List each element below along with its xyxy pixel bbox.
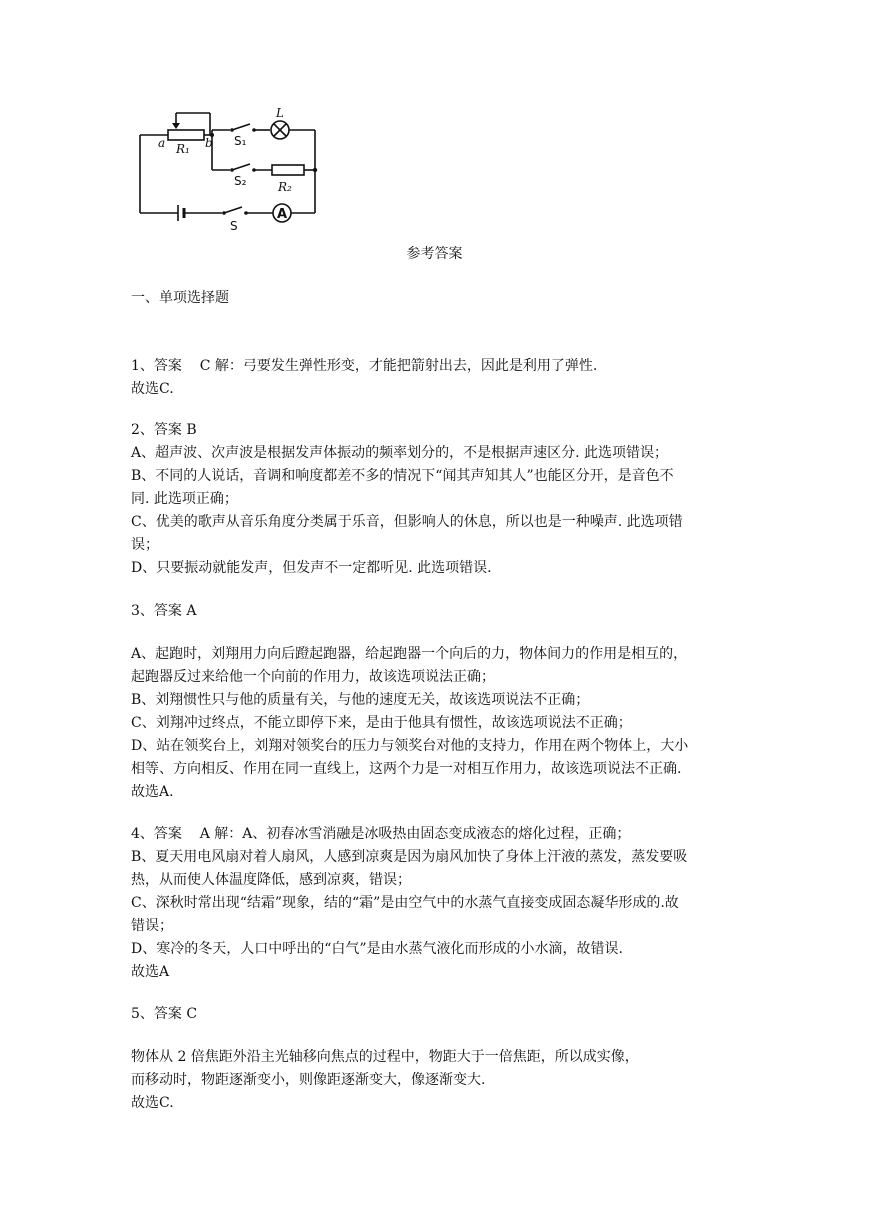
text-line: 相等、方向相反、作用在同一直线上，这两个力是一对相互作用力，故该选项说法不正确. (131, 761, 682, 777)
junction-right (313, 168, 317, 172)
text-line: B、刘翔惯性只与他的质量有关，与他的速度无关，故该选项说法不正确； (131, 692, 590, 708)
switch-s1-contact (252, 128, 256, 132)
switch-s2-contact (252, 168, 256, 172)
text-line: 故选A (131, 964, 170, 980)
label-b: b (205, 136, 213, 150)
switch-s2-blade (232, 164, 250, 170)
switch-s-blade (224, 207, 242, 213)
label-s2: S₂ (234, 174, 247, 188)
label-r1: R₁ (176, 142, 190, 156)
text-line: 同. 此选项正确； (131, 491, 238, 507)
label-l: L (276, 106, 284, 120)
slider-arrow-head (172, 123, 180, 129)
label-ammeter: A (277, 207, 288, 222)
switch-s2-pivot (230, 168, 234, 172)
text-line: D、只要振动就能发声，但发声不一定都听见. 此选项错误. (131, 560, 492, 576)
text-line: 4、答案 A 解：A、初春冰雪消融是冰吸热由固态变成液态的熔化过程，正确； (131, 826, 631, 842)
label-a: a (158, 136, 166, 150)
text-line: 起跑器反过来给他一个向前的作用力，故该选项说法正确； (131, 669, 495, 685)
text-line: 1、答案 C 解：弓要发生弹性形变，才能把箭射出去，因此是利用了弹性. (131, 358, 598, 374)
text-line: C、深秋时常出现“结霜”现象，结的“霜”是由空气中的水蒸气直接变成固态凝华形成的.故 (131, 895, 679, 911)
switch-s-pivot (222, 211, 226, 215)
resistor-r2 (272, 165, 304, 175)
text-line: 3、答案 A (131, 603, 197, 619)
text-line: 误； (131, 537, 159, 553)
switch-s-contact (244, 211, 248, 215)
text-line: 故选A. (131, 784, 174, 800)
text-line: B、夏天用电风扇对着人扇风，人感到凉爽是因为扇风加快了身体上汗液的蒸发，蒸发要吸 (131, 849, 688, 865)
text-line: C、刘翔冲过终点，不能立即停下来，是由于他具有惯性，故该选项说法不正确； (131, 715, 632, 731)
circuit-diagram (130, 105, 330, 235)
switch-s1-pivot (230, 128, 234, 132)
text-line: D、站在领奖台上，刘翔对领奖台的压力与领奖台对他的支持力，作用在两个物体上，大小 (131, 738, 689, 754)
rheostat-r1 (168, 130, 204, 140)
text-line: C、优美的歌声从音乐角度分类属于乐音，但影响人的休息，所以也是一种噪声. 此选项错 (131, 514, 683, 530)
section-heading: 一、单项选择题 (131, 290, 229, 306)
label-s: S (230, 219, 238, 233)
text-line: B、不同的人说话，音调和响度都差不多的情况下“闻其声知其人”也能区分开，是音色不 (131, 468, 674, 484)
text-line: A、起跑时，刘翔用力向后蹬起跑器，给起跑器一个向后的力，物体间力的作用是相互的， (131, 646, 688, 662)
text-line: D、寒冷的冬天，人口中呼出的“白气”是由水蒸气液化而形成的小水滴，故错误. (131, 941, 623, 957)
page-title: 参考答案 (406, 246, 463, 262)
text-line: 错误； (131, 918, 173, 934)
text-line: 故选C. (131, 381, 174, 397)
text-line: 故选C. (131, 1095, 174, 1111)
text-line: 而移动时，物距逐渐变小，则像距逐渐变大，像逐渐变大. (131, 1072, 486, 1088)
label-r2: R₂ (278, 180, 292, 194)
label-s1: S₁ (234, 134, 247, 148)
text-line: 热，从而使人体温度降低，感到凉爽，错误； (131, 872, 411, 888)
text-line: 2、答案 B (131, 422, 197, 438)
text-line: 物体从 2 倍焦距外沿主光轴移向焦点的过程中，物距大于一倍焦距，所以成实像， (131, 1049, 639, 1065)
switch-s1-blade (232, 124, 250, 130)
text-line: A、超声波、次声波是根据发声体振动的频率划分的，不是根据声速区分. 此选项错误； (131, 445, 669, 461)
text-line: 5、答案 C (131, 1006, 198, 1022)
